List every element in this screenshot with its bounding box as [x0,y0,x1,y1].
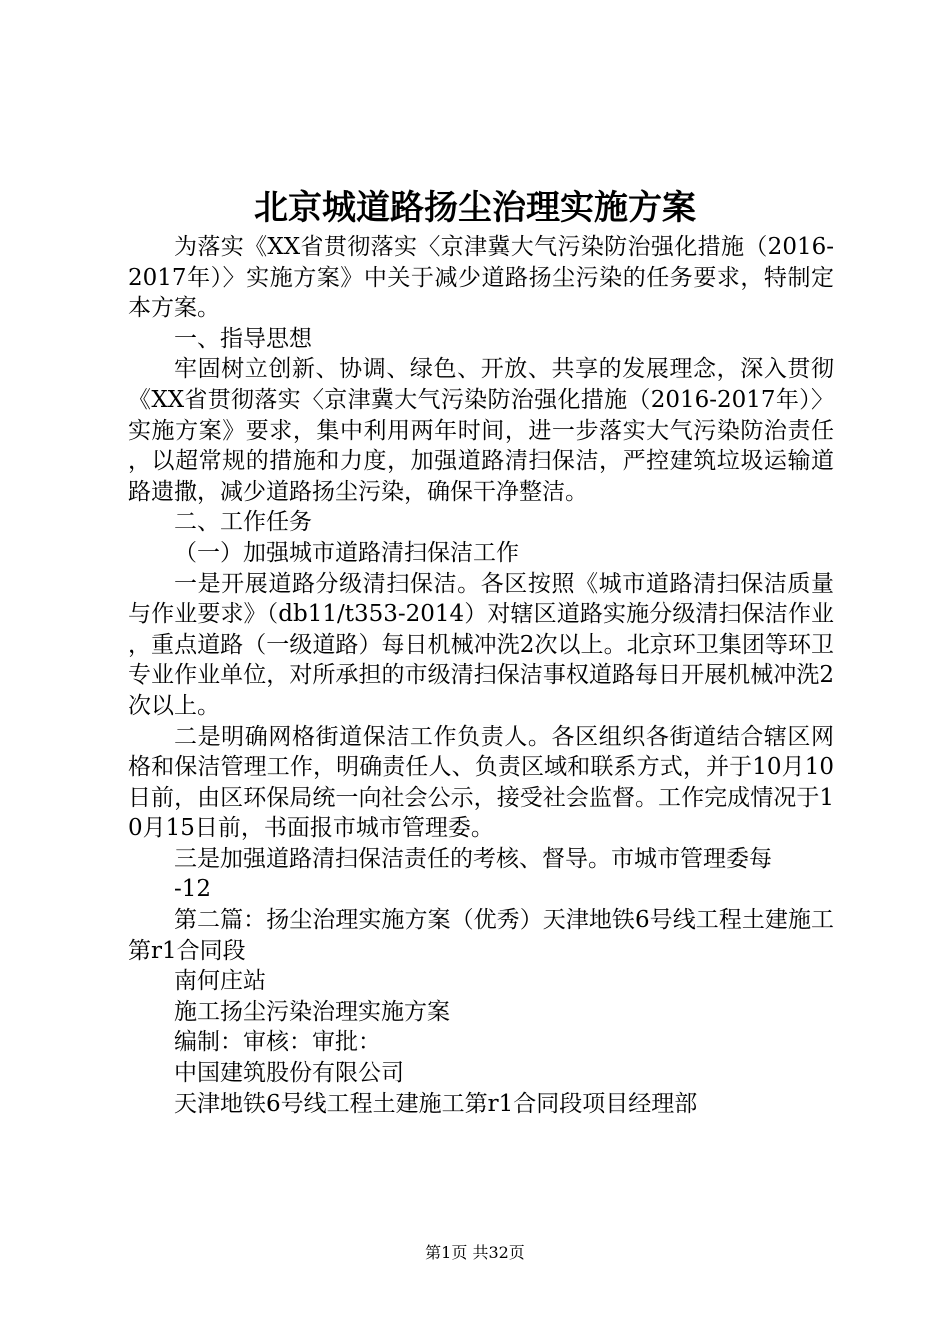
task-paragraph-3: 三是加强道路清扫保洁责任的考核、督导。市城市管理委每 [174,845,772,872]
guiding-ideology-paragraph: 牢固树立创新、协调、绿色、开放、共享的发展理念，深入贯彻《XX省贯彻落实〈京津冀大气污染防治强化措施（2016-2017年）〉实施方案》要求，集中利用两年时间，进一步落实大气污染防治责任，以超常规的措施和力度，加强道路清扫保洁，严控建筑垃圾运输道路遗撒，减少道路扬尘污染，确保干净整洁。 [128,356,834,505]
second-article-heading: 第二篇：扬尘治理实施方案（优秀）天津地铁6号线工程土建施工第r1合同段 [128,907,834,964]
document-body [128,232,834,1119]
station-name: 南何庄站 [174,968,266,995]
approval-line: 编制：审核：审批： [174,1029,381,1056]
plan-name: 施工扬尘污染治理实施方案 [174,998,450,1025]
section-heading-work-tasks: 二、工作任务 [174,509,312,536]
project-department: 天津地铁6号线工程土建施工第r1合同段项目经理部 [174,1090,698,1117]
task-paragraph-2: 二是明确网格街道保洁工作负责人。各区组织各街道结合辖区网格和保洁管理工作，明确责任人、负责区域和联系方式，并于10月10日前，由区环保局统一向社会公示，接受社会监督。工作完成情况于10月15日前，书面报市城市管理委。 [128,723,834,842]
intro-paragraph: 为落实《XX省贯彻落实〈京津冀大气污染防治强化措施（2016-2017年）〉实施方案》中关于减少道路扬尘污染的任务要求，特制定本方案。 [128,234,834,322]
page-footer: 第1页 共32页 [425,1243,525,1262]
page-fragment-number: -12 [174,876,212,903]
company-name: 中国建筑股份有限公司 [174,1060,404,1087]
subsection-heading-cleaning: （一）加强城市道路清扫保洁工作 [174,539,519,566]
section-heading-guiding-ideology: 一、指导思想 [174,325,312,352]
task-paragraph-1: 一是开展道路分级清扫保洁。各区按照《城市道路清扫保洁质量与作业要求》（db11/t353-2014）对辖区道路实施分级清扫保洁作业，重点道路（一级道路）每日机械冲洗2次以上。北京环卫集团等环卫专业作业单位，对所承担的市级清扫保洁事权道路每日开展机械冲洗2次以上。 [128,570,834,719]
document-title: 北京城道路扬尘治理实施方案 [254,188,696,228]
